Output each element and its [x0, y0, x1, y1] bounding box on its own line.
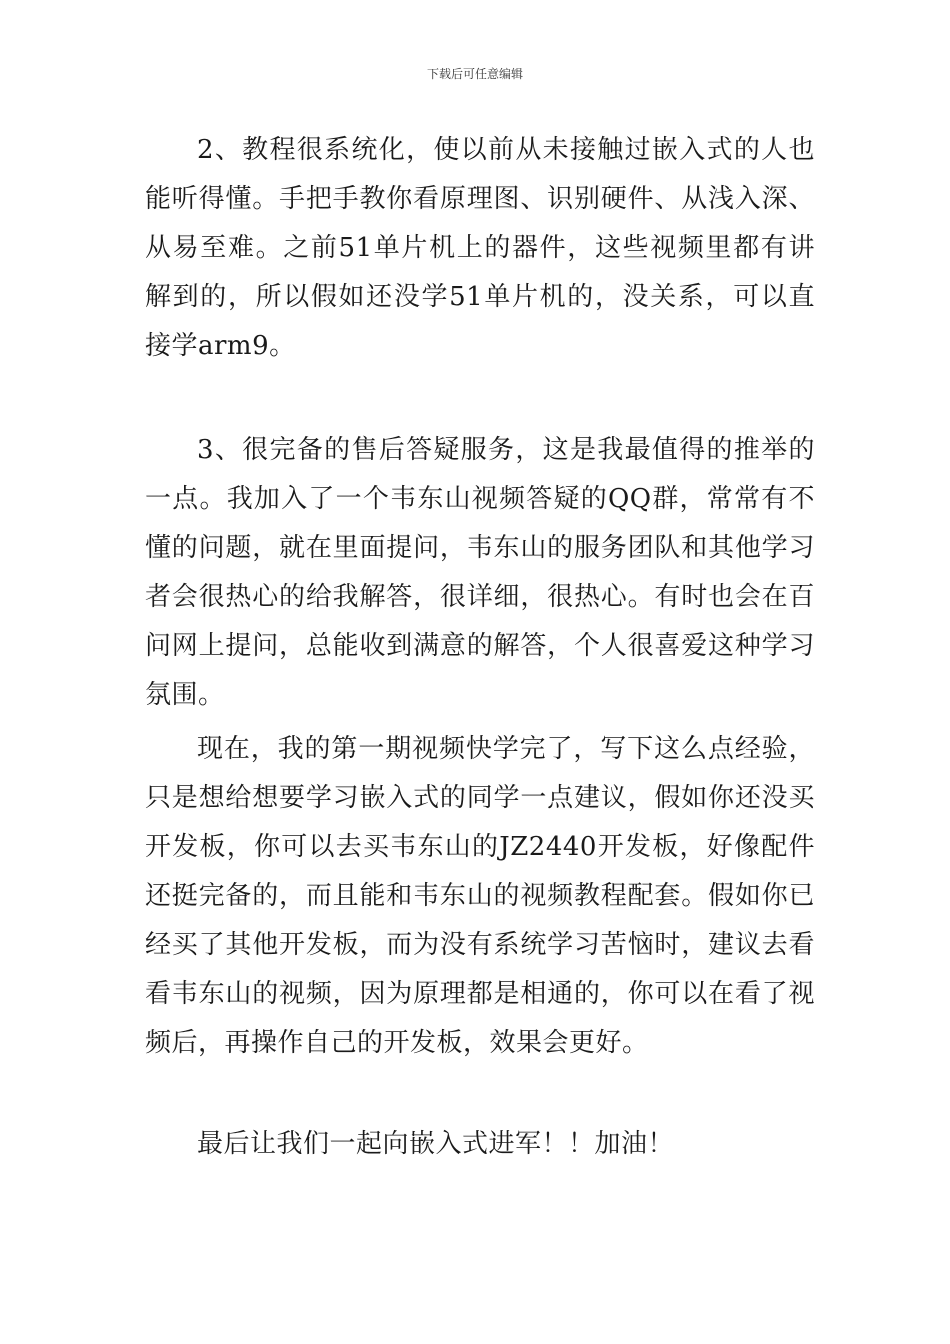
page-header: 下载后可任意编辑 [426, 67, 523, 81]
paragraph-tutorial-systematic: 2、教程很系统化，使以前从未接触过嵌入式的人也能听得懂。手把手教你看原理图、识别硬件、从浅入深、从易至难。之前51单片机上的器件，这些视频里都有讲解到的，所以假如还没学51单片机的，没关系，可以直接学arm9。 [145, 135, 815, 361]
paragraph-closing: 最后让我们一起向嵌入式进军！！加油！ [197, 1129, 675, 1159]
paragraph-recommendation: 现在，我的第一期视频快学完了，写下这么点经验，只是想给想要学习嵌入式的同学一点建议，假如你还没买开发板，你可以去买韦东山的JZ2440开发板，好像配件还挺完备的，而且能和韦东山的视频教程配套。假如你已经买了其他开发板，而为没有系统学习苦恼时，建议去看看韦东山的视频，因为原理都是相通的，你可以在看了视频后，再操作自己的开发板，效果会更好。 [145, 734, 815, 1058]
paragraph-after-sales-support: 3、很完备的售后答疑服务，这是我最值得的推举的一点。我加入了一个韦东山视频答疑的QQ群，常常有不懂的问题，就在里面提问，韦东山的服务团队和其他学习者会很热心的给我解答，很详细，很热心。有时也会在百问网上提问，总能收到满意的解答，个人很喜爱这种学习氛围。 [145, 435, 815, 710]
